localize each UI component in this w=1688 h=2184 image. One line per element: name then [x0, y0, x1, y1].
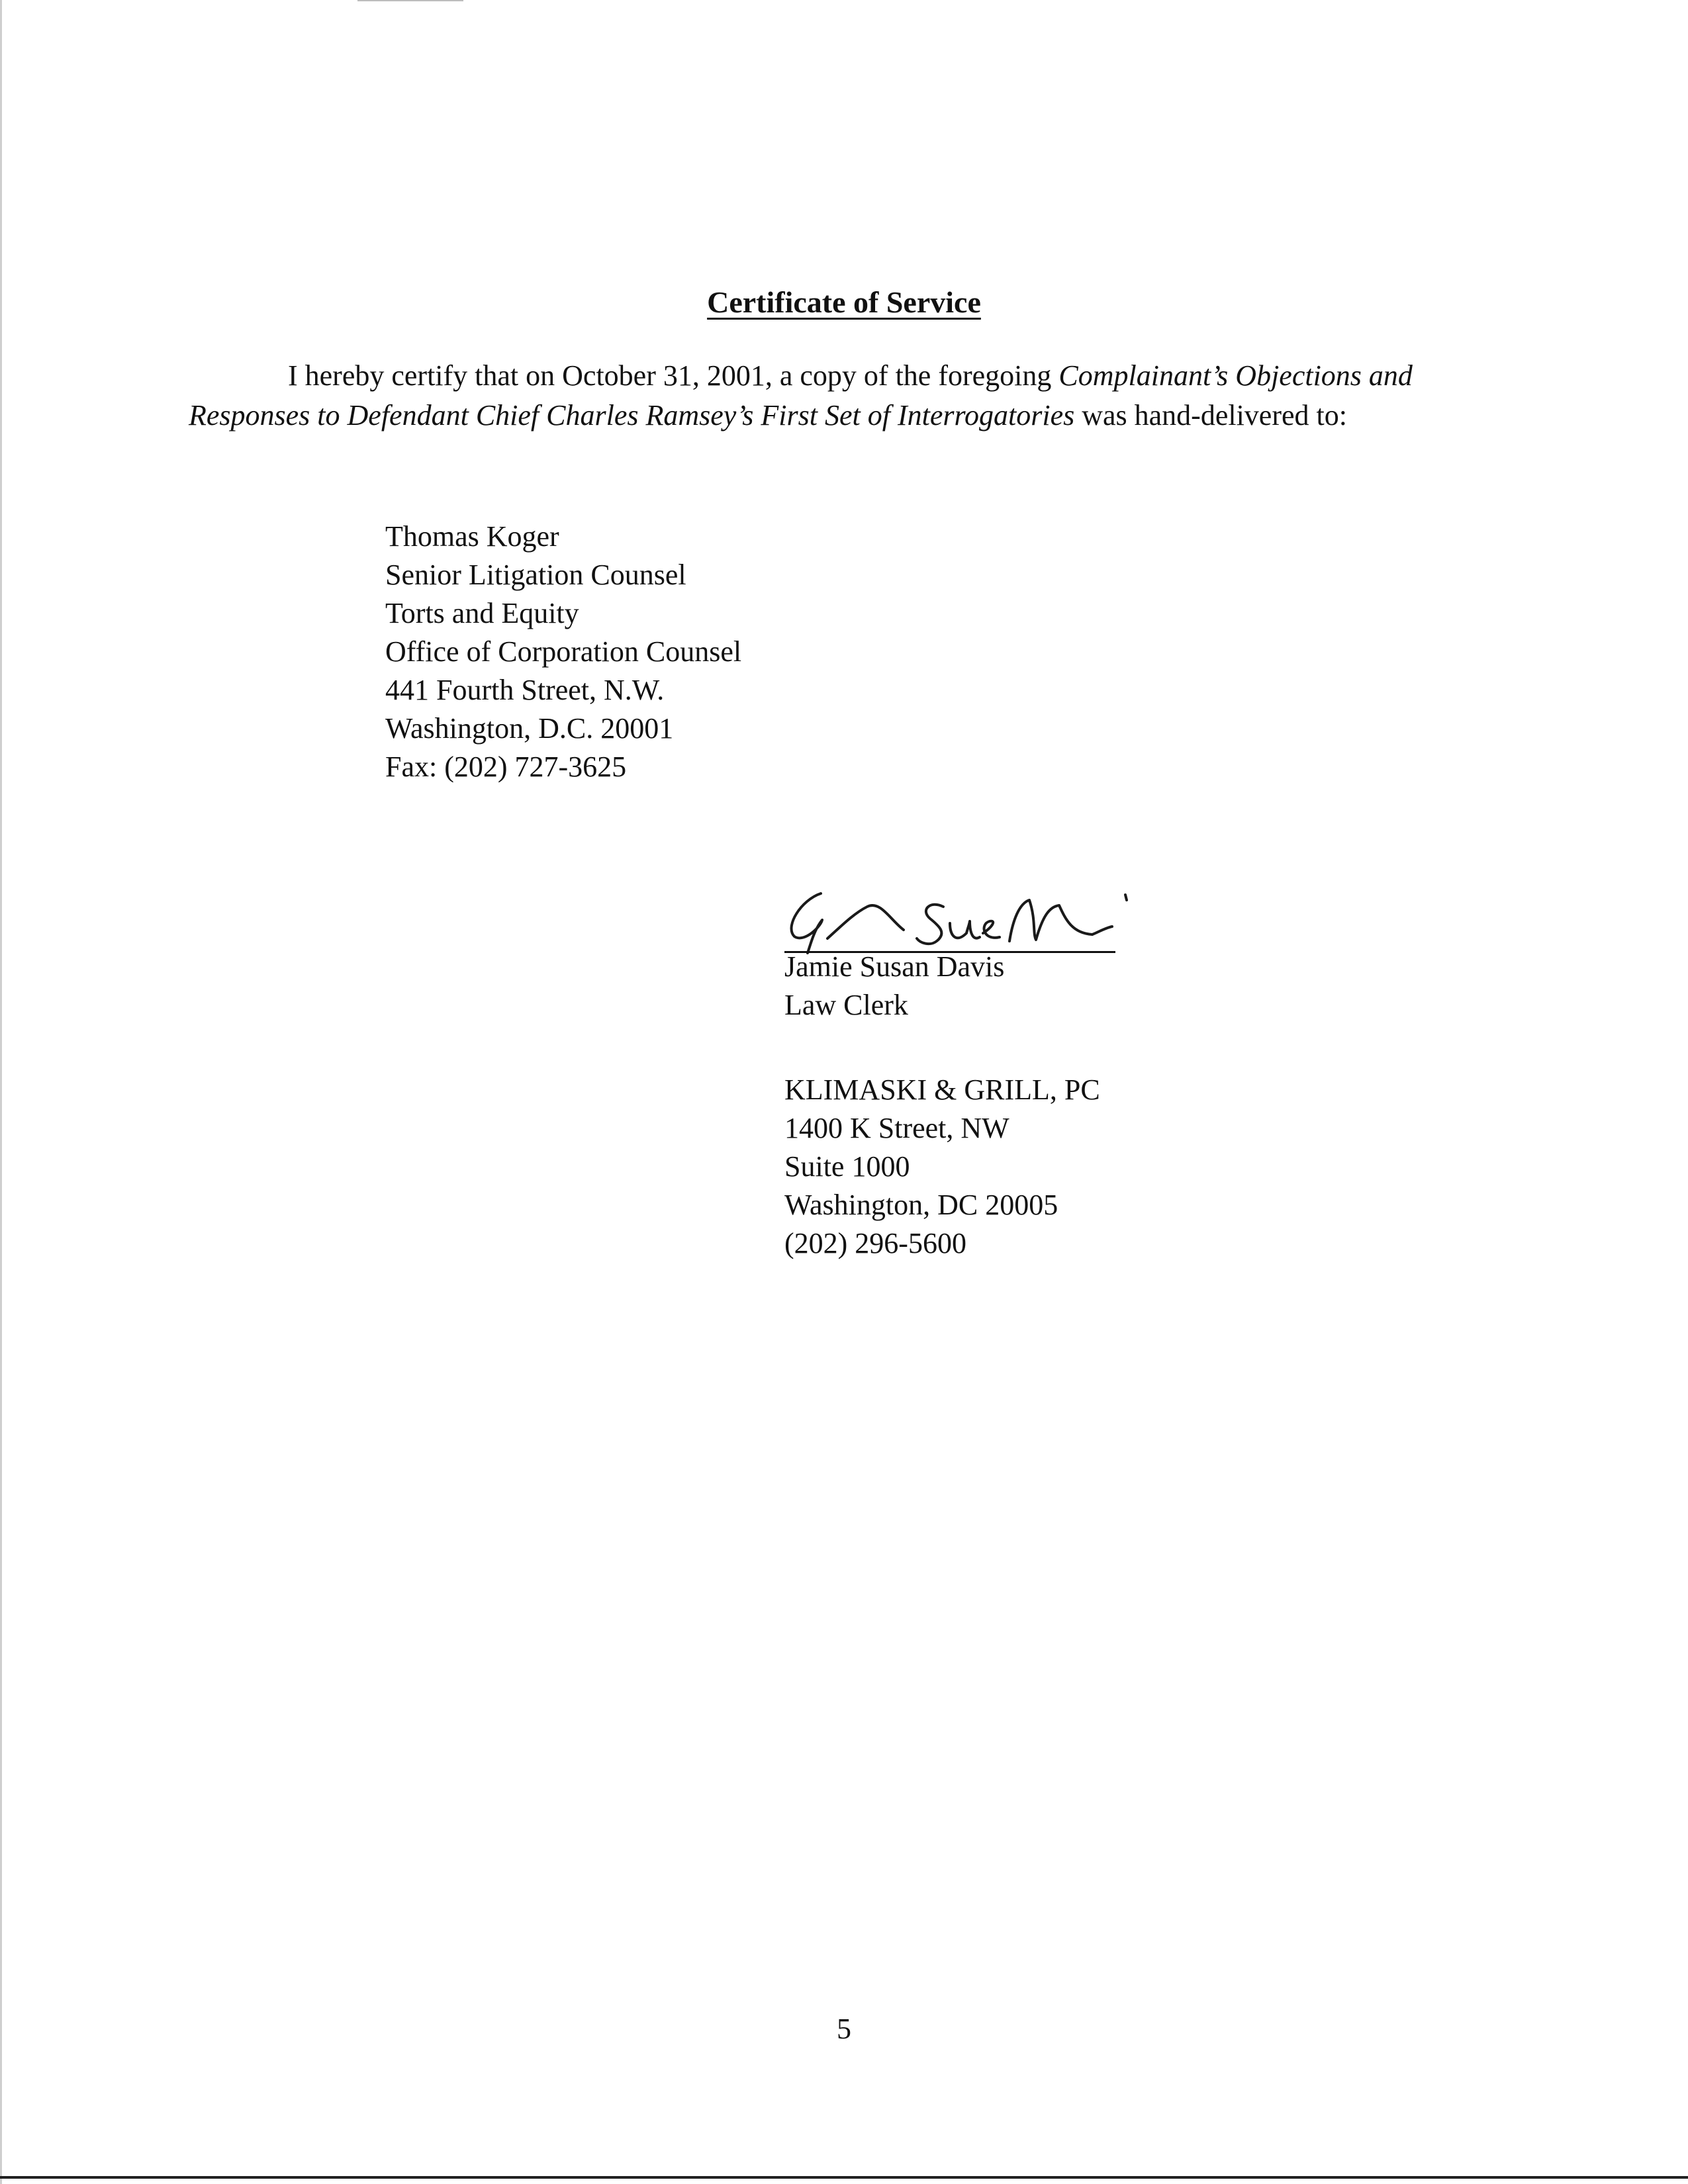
recipient-street: 441 Fourth Street, N.W. — [385, 674, 665, 706]
recipient-city: Washington, D.C. 20001 — [385, 712, 674, 745]
certification-text-after: was hand-delivered to: — [1074, 399, 1347, 432]
page-title: Certificate of Service — [707, 285, 981, 319]
page-number: 5 — [837, 2013, 851, 2045]
firm-street: 1400 K Street, NW — [784, 1112, 1009, 1144]
firm-phone: (202) 296-5600 — [784, 1227, 966, 1259]
signer-title: Law Clerk — [784, 989, 908, 1021]
recipient-title: Senior Litigation Counsel — [385, 559, 686, 591]
recipient-fax: Fax: (202) 727-3625 — [385, 751, 627, 783]
certification-text-before: I hereby certify that on October 31, 2001, a copy of the foregoing — [288, 359, 1059, 392]
scan-edge-bottom — [0, 2176, 1688, 2179]
recipient-address-block — [385, 518, 741, 786]
firm-name: KLIMASKI & GRILL, PC — [784, 1073, 1100, 1106]
recipient-division: Torts and Equity — [385, 597, 579, 629]
scan-edge-top — [357, 0, 463, 1]
recipient-name: Thomas Koger — [385, 520, 559, 553]
firm-city: Washington, DC 20005 — [784, 1189, 1058, 1221]
certification-paragraph — [189, 356, 1506, 435]
firm-suite: Suite 1000 — [784, 1150, 910, 1183]
signer-name: Jamie Susan Davis — [784, 950, 1005, 983]
recipient-office: Office of Corporation Counsel — [385, 635, 742, 668]
scan-edge-left — [0, 0, 2, 2184]
firm-address-block — [784, 1071, 1100, 1263]
certification-document-title: Complainant’s Objections and Responses to Defendant Chief Charles Ramsey’s First Set of Interrogatories — [189, 359, 1413, 432]
signer-block — [784, 948, 1004, 1024]
